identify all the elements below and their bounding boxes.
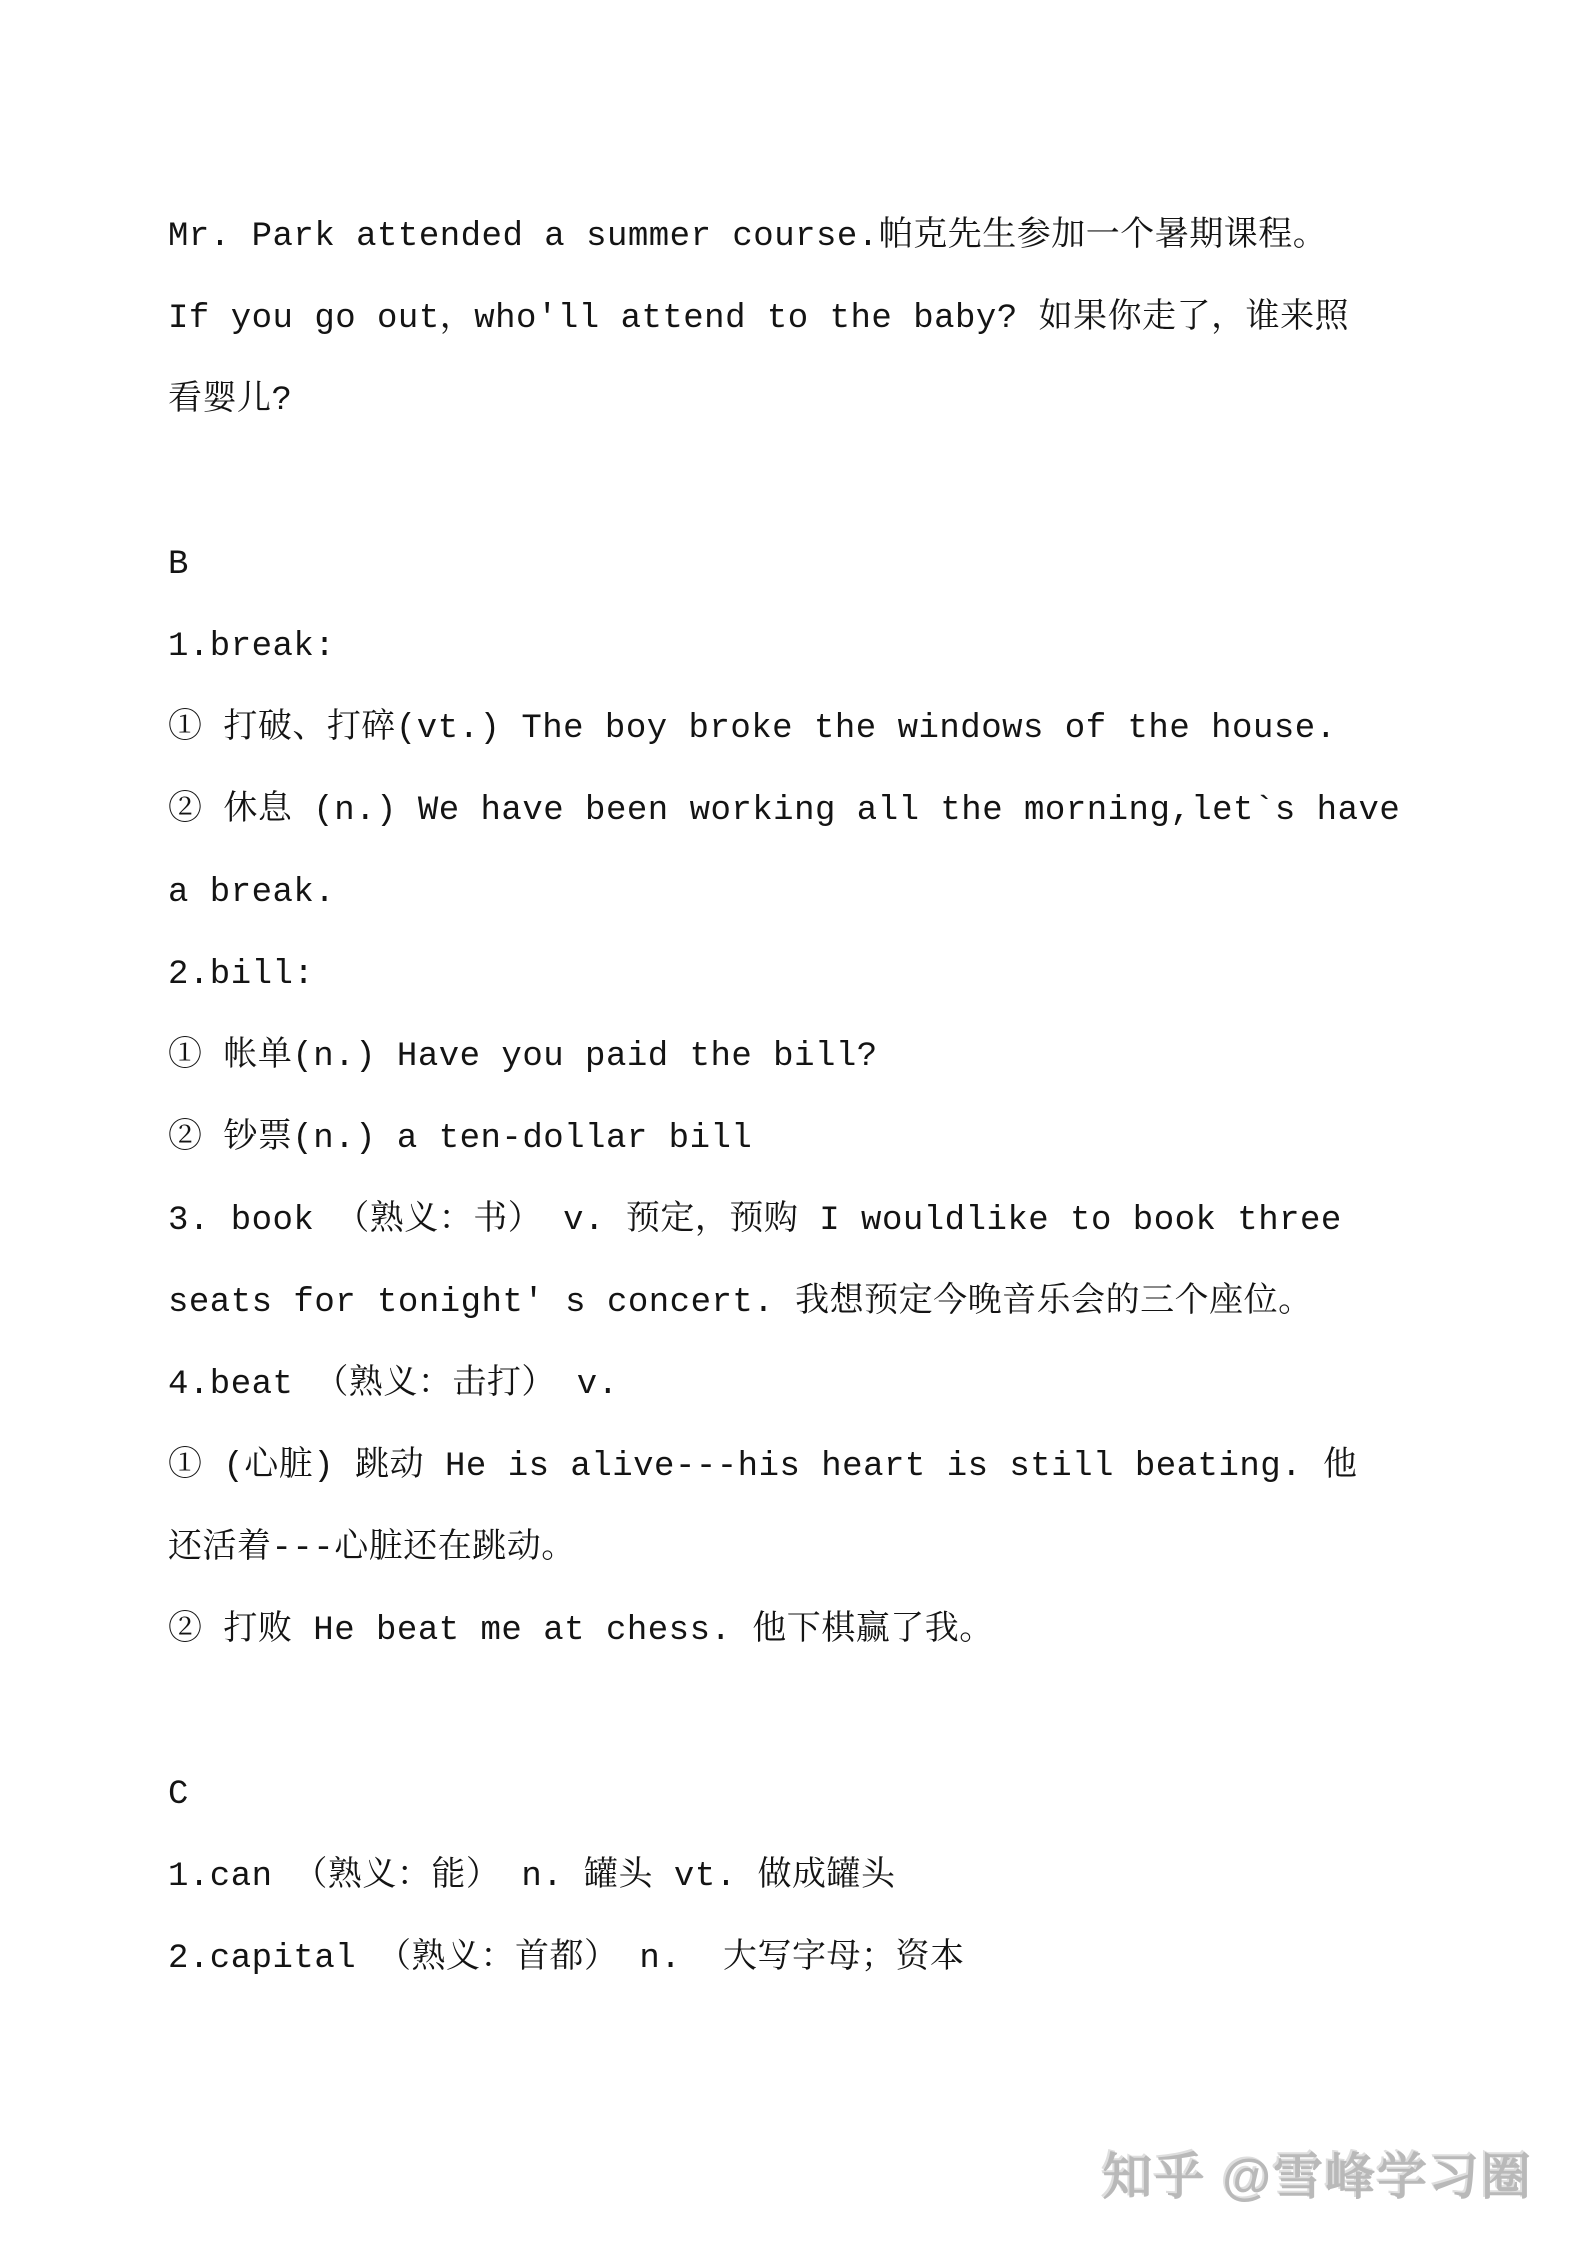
entry-break-sense-2: ② 休息 (n.) We have been working all the morning,let`s have [168,792,1401,830]
entry-break-title: 1.break: [168,628,336,666]
entry-bill-title: 2.bill: [168,956,315,994]
entry-beat-sense-1: ① (心脏) 跳动 He is alive---his heart is still beating. 他 [168,1448,1358,1486]
zhihu-watermark: 知乎 @雪峰学习圈 [1102,2149,1533,2205]
entry-capital: 2.capital （熟义：首都） n. 大写字母；资本 [168,1940,965,1978]
document-body [168,196,1487,2000]
section-heading-c: C [168,1776,189,1814]
text-line-sentence-attend: If you go out，who'll attend to the baby? 如果你走了，谁来照 [168,300,1350,338]
entry-bill-sense-1: ① 帐单(n.) Have you paid the bill? [168,1038,878,1076]
blank-line [168,442,1487,524]
entry-book: 3. book （熟义：书） v. 预定，预购 I wouldlike to book three [168,1202,1342,1240]
entry-break-sense-2-cont: a break. [168,874,336,912]
entry-bill-sense-2: ② 钞票(n.) a ten-dollar bill [168,1120,753,1158]
entry-book-cont: seats for tonight' s concert. 我想预定今晚音乐会的三个座位。 [168,1284,1313,1322]
entry-break-sense-1: ① 打破、打碎(vt.) The boy broke the windows of the house. [168,710,1337,748]
text-line-sentence-attend-2: 看婴儿? [168,382,293,420]
entry-beat-sense-1-cont: 还活着---心脏还在跳动。 [168,1530,576,1568]
blank-line [168,1672,1487,1754]
entry-can: 1.can （熟义：能） n. 罐头 vt. 做成罐头 [168,1858,896,1896]
entry-beat-sense-2: ② 打败 He beat me at chess. 他下棋赢了我。 [168,1612,994,1650]
entry-beat-title: 4.beat （熟义：击打） v. [168,1366,619,1404]
section-heading-b: B [168,546,189,584]
text-line-sentence-park: Mr. Park attended a summer course.帕克先生参加一个暑期课程。 [168,218,1328,256]
